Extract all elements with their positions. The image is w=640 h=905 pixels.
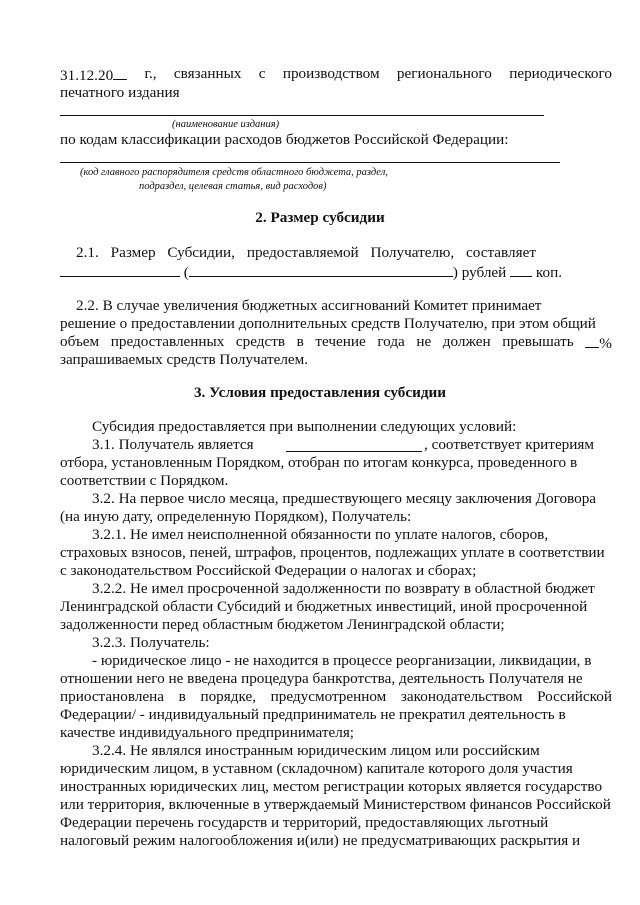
p324-line-3: иностранных юридических лиц, местом регистрации которых является государство	[60, 778, 603, 795]
p323-word: Российской	[537, 688, 612, 705]
p31-line-1a: 3.1. Получатель является	[92, 436, 254, 453]
p21-word: составляет	[466, 244, 536, 261]
s3-intro: Субсидия предоставляется при выполнении следующих условий:	[92, 418, 517, 435]
p321-line-1: 3.2.1. Не имел неисполненной обязанности по уплате налогов, сборов,	[92, 526, 549, 543]
p323-word: в	[178, 688, 186, 705]
p22-word: должен	[442, 333, 491, 350]
p323-word: предусмотренном	[270, 688, 387, 705]
amount-digits-blank	[60, 262, 180, 277]
p22-word: не	[416, 333, 432, 350]
p322-line-3: задолженности перед областным бюджетом Ленинградской области;	[60, 616, 505, 633]
p22-word: года	[377, 333, 405, 350]
percent-blank	[585, 333, 599, 348]
kopecks-blank	[510, 262, 532, 277]
p323-line-2: - юридическое лицо - не находится в процессе реорганизации, ликвидации, в	[92, 652, 592, 669]
p22-word: течение	[315, 333, 366, 350]
p324-line-5: Федерации перечень государств и территорий, предоставляющих льготный	[60, 814, 549, 831]
budget-code-rule	[60, 162, 560, 163]
header-word: регионального	[396, 65, 492, 82]
p323-line-6: качестве индивидуального предпринимателя;	[60, 724, 355, 741]
publication-name-rule	[60, 115, 544, 116]
p323-line-1: 3.2.3. Получатель:	[92, 634, 210, 651]
caption-publication-name: (наименование издания)	[172, 119, 280, 130]
date-blank	[113, 65, 127, 80]
p321-line-3: с законодательством Российской Федерации о налогах и сборах;	[60, 562, 477, 579]
p22-word: средств	[235, 333, 286, 350]
p32-line-1: 3.2. На первое число месяца, предшествующего месяцу заключения Договора	[92, 490, 597, 507]
amount-words-blank	[189, 262, 453, 277]
p323-line-4	[60, 688, 612, 706]
header-word: периодического	[509, 65, 612, 82]
p324-line-4: или территория, включенные в утверждаемый Министерством финансов Российской	[60, 796, 611, 813]
p21-word: Субсидии,	[167, 244, 235, 261]
codes-line: по кодам классификации расходов бюджетов Российской Федерации:	[60, 131, 509, 148]
p32-line-2: (на иную дату, определенную Порядком), Получатель:	[60, 508, 412, 525]
p31-line-2: отбора, установленным Порядком, отобран по итогам конкурса, проведенного в	[60, 454, 578, 471]
p22-line-1: 2.2. В случае увеличения бюджетных ассигнований Комитет принимает	[76, 297, 542, 314]
p321-line-2: страховых взносов, пеней, штрафов, процентов, подлежащих уплате в соответствии	[60, 544, 605, 561]
p324-line-1: 3.2.4. Не являлся иностранным юридическим лицом или российским	[92, 742, 540, 759]
p21-word: Получателю,	[370, 244, 455, 261]
recipient-type-blank	[286, 437, 422, 452]
header-date-line	[60, 65, 612, 85]
p324-line-2: юридическим лицом, в уставном (складочном) капитале которого доля участия	[60, 760, 573, 777]
p21-line-1	[76, 244, 536, 262]
p21-word: Размер	[110, 244, 156, 261]
p21-line-2	[60, 262, 562, 282]
p22-word: предоставленных	[110, 333, 225, 350]
date-prefix: 31.12.20	[60, 67, 114, 84]
p22-word: объем	[60, 333, 100, 350]
paren-open: (	[183, 264, 189, 281]
header-word: г.,	[144, 65, 157, 82]
header-line-2: печатного издания	[60, 84, 180, 101]
p22-word: в	[296, 333, 304, 350]
p323-word: приостановлена	[60, 688, 165, 705]
p323-word: порядке,	[200, 688, 257, 705]
p21-word: 2.1.	[76, 244, 99, 261]
header-word: производством	[282, 65, 380, 82]
p322-line-1: 3.2.2. Не имел просроченной задолженности по возврату в областной бюджет	[92, 580, 595, 597]
p31-line-1b: , соответствует критериям	[424, 436, 594, 453]
rubles-label: ) рублей	[452, 264, 507, 281]
percent-sign: %	[599, 335, 612, 352]
caption-budget-code-2: подраздел, целевая статья, вид расходов)	[139, 181, 327, 192]
p324-line-6: налоговый режим налогообложения и(или) не предусматривающих раскрытия и	[60, 832, 581, 849]
p22-line-2: решение о предоставлении дополнительных средств Получателю, при этом общий	[60, 315, 596, 332]
p22-word: превышать	[502, 333, 574, 350]
p22-line-4: запрашиваемых средств Получателем.	[60, 351, 309, 368]
p323-word: законодательством	[400, 688, 523, 705]
section-2-heading: 2. Размер субсидии	[255, 209, 385, 226]
kopecks-label: коп.	[535, 264, 563, 281]
p322-line-2: Ленинградской области Субсидий и бюджетных инвестиций, иной просроченной	[60, 598, 588, 615]
p323-line-3: отношении него не введена процедура банкротства, деятельность Получателя не	[60, 670, 583, 687]
header-word: связанных	[173, 65, 242, 82]
section-3-heading: 3. Условия предоставления субсидии	[193, 384, 447, 401]
p31-line-3: соответствии с Порядком.	[60, 472, 229, 489]
header-word: с	[258, 65, 266, 82]
p22-line-3	[60, 333, 612, 353]
caption-budget-code-1: (код главного распорядителя средств областного бюджета, раздел,	[80, 167, 388, 178]
p21-word: предоставляемой	[246, 244, 359, 261]
p323-line-5: Федерации/ - индивидуальный предприниматель не прекратил деятельность в	[60, 706, 566, 723]
